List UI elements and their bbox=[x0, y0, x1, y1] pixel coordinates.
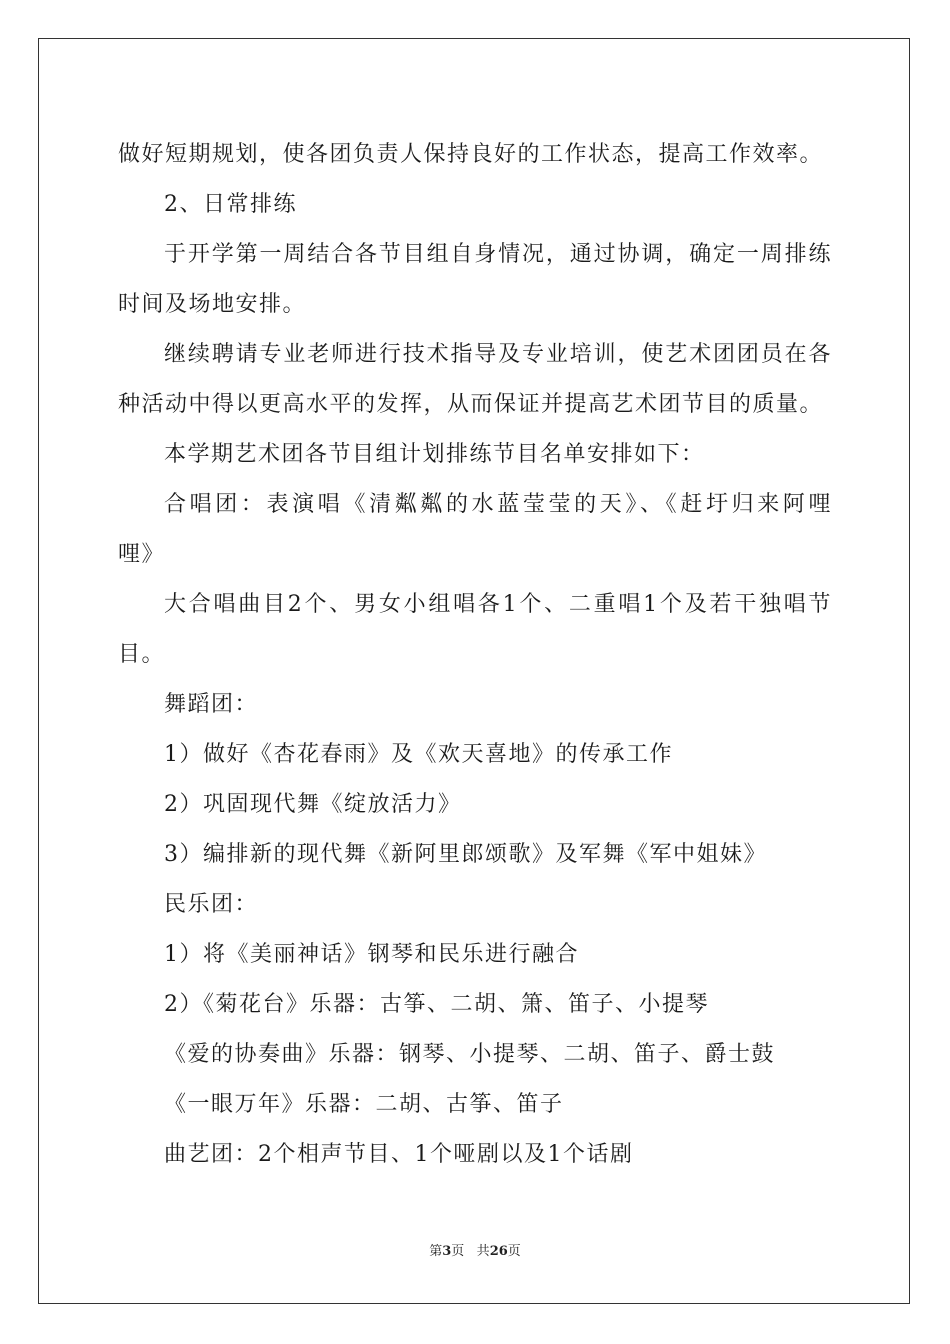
text-line: 时间及场地安排。 bbox=[118, 292, 307, 317]
text-line: 1）将《美丽神话》钢琴和民乐进行融合 bbox=[164, 942, 579, 967]
text-line: 种活动中得以更高水平的发挥，从而保证并提高艺术团节目的质量。 bbox=[118, 392, 824, 417]
footer-total-prefix: 共 bbox=[476, 1244, 490, 1259]
total-pages-number: 26 bbox=[489, 1244, 508, 1259]
text-line: 合唱团：表演唱《清粼粼的水蓝莹莹的天》、《赶圩归来阿哩 bbox=[164, 492, 832, 517]
text-line: 做好短期规划，使各团负责人保持良好的工作状态，提高工作效率。 bbox=[118, 142, 824, 167]
text-line: 哩》 bbox=[118, 542, 166, 567]
current-page-number: 3 bbox=[442, 1244, 452, 1259]
text-line: 目。 bbox=[118, 642, 166, 667]
text-line: 继续聘请专业老师进行技术指导及专业培训，使艺术团团员在各 bbox=[164, 342, 832, 367]
text-line: 大合唱曲目2个、男女小组唱各1个、二重唱1个及若干独唱节 bbox=[164, 592, 832, 617]
text-line: 《一眼万年》乐器：二胡、古筝、笛子 bbox=[164, 1092, 564, 1117]
text-line: 《爱的协奏曲》乐器：钢琴、小提琴、二胡、笛子、爵士鼓 bbox=[164, 1042, 776, 1067]
footer-total-suffix: 页 bbox=[507, 1244, 521, 1259]
text-line: 2）《菊花台》乐器：古筝、二胡、箫、笛子、小提琴 bbox=[164, 992, 709, 1017]
footer-page-suffix: 页 bbox=[451, 1244, 465, 1259]
text-line: 于开学第一周结合各节目组自身情况，通过协调，确定一周排练 bbox=[164, 242, 832, 267]
footer-prefix: 第 bbox=[429, 1244, 443, 1259]
text-line: 本学期艺术团各节目组计划排练节目名单安排如下： bbox=[164, 442, 705, 467]
text-line: 3）编排新的现代舞《新阿里郎颂歌》及军舞《军中姐妹》 bbox=[164, 842, 767, 867]
text-line: 舞蹈团： bbox=[164, 692, 259, 717]
document-body bbox=[118, 130, 838, 1180]
text-line: 1）做好《杏花春雨》及《欢天喜地》的传承工作 bbox=[164, 742, 673, 767]
text-line: 民乐团： bbox=[164, 892, 259, 917]
text-line: 2、日常排练 bbox=[164, 192, 297, 217]
text-line: 曲艺团：2个相声节目、1个哑剧以及1个话剧 bbox=[164, 1142, 634, 1167]
page-footer bbox=[0, 1240, 950, 1259]
text-line: 2）巩固现代舞《绽放活力》 bbox=[164, 792, 462, 817]
